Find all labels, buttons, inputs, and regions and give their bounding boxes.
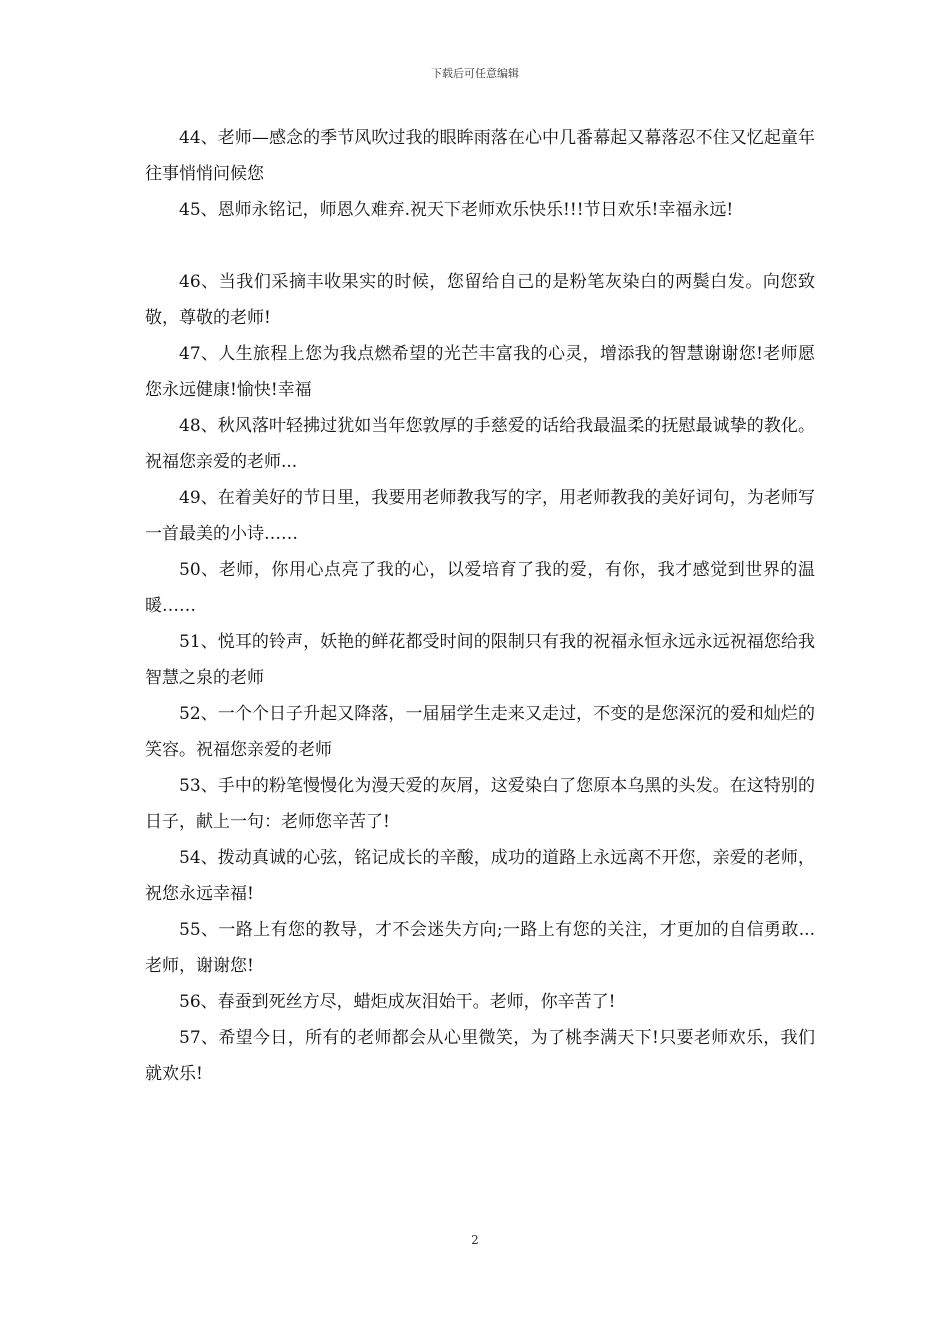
paragraph-56: 56、春蚕到死丝方尽，蜡炬成灰泪始干。老师，你辛苦了! <box>179 992 616 1012</box>
paragraph-53: 53、手中的粉笔慢慢化为漫天爱的灰屑，这爱染白了您原本乌黑的头发。在这特别的日子，献上一句：老师您辛苦了! <box>145 776 815 832</box>
paragraph-44: 44、老师—感念的季节风吹过我的眼眸雨落在心中几番幕起又幕落忍不住又忆起童年往事悄悄问候您 <box>145 128 815 184</box>
paragraph-51: 51、悦耳的铃声，妖艳的鲜花都受时间的限制只有我的祝福永恒永远永远祝福您给我智慧之泉的老师 <box>145 632 815 688</box>
paragraph-54: 54、拨动真诚的心弦，铭记成长的辛酸，成功的道路上永远离不开您，亲爱的老师，祝您永远幸福! <box>145 848 815 904</box>
page-header: 下载后可任意编辑 <box>431 67 519 80</box>
paragraph-47: 47、人生旅程上您为我点燃希望的光芒丰富我的心灵，增添我的智慧谢谢您!老师愿您永远健康!愉快!幸福 <box>145 344 815 400</box>
paragraph-52: 52、一个个日子升起又降落，一届届学生走来又走过，不变的是您深沉的爱和灿烂的笑容。祝福您亲爱的老师 <box>145 704 815 760</box>
document-body <box>145 120 815 1092</box>
paragraph-57: 57、希望今日，所有的老师都会从心里微笑，为了桃李满天下!只要老师欢乐，我们就欢乐! <box>145 1028 815 1084</box>
paragraph-45: 45、恩师永铭记，师恩久难弃.祝天下老师欢乐快乐!!!节日欢乐!幸福永远! <box>179 200 734 220</box>
paragraph-55: 55、一路上有您的教导，才不会迷失方向;一路上有您的关注，才更加的自信勇敢...老师，谢谢您! <box>145 920 815 976</box>
paragraph-48: 48、秋风落叶轻拂过犹如当年您敦厚的手慈爱的话给我最温柔的抚慰最诚挚的教化。祝福您亲爱的老师... <box>145 416 815 472</box>
paragraph-50: 50、老师，你用心点亮了我的心，以爱培育了我的爱，有你，我才感觉到世界的温暖…… <box>145 560 815 616</box>
paragraph-46: 46、当我们采摘丰收果实的时候，您留给自己的是粉笔灰染白的两鬓白发。向您致敬，尊敬的老师! <box>145 272 815 328</box>
paragraph-49: 49、在着美好的节日里，我要用老师教我写的字，用老师教我的美好词句，为老师写一首最美的小诗…… <box>145 488 815 544</box>
page-number: 2 <box>471 1233 479 1247</box>
